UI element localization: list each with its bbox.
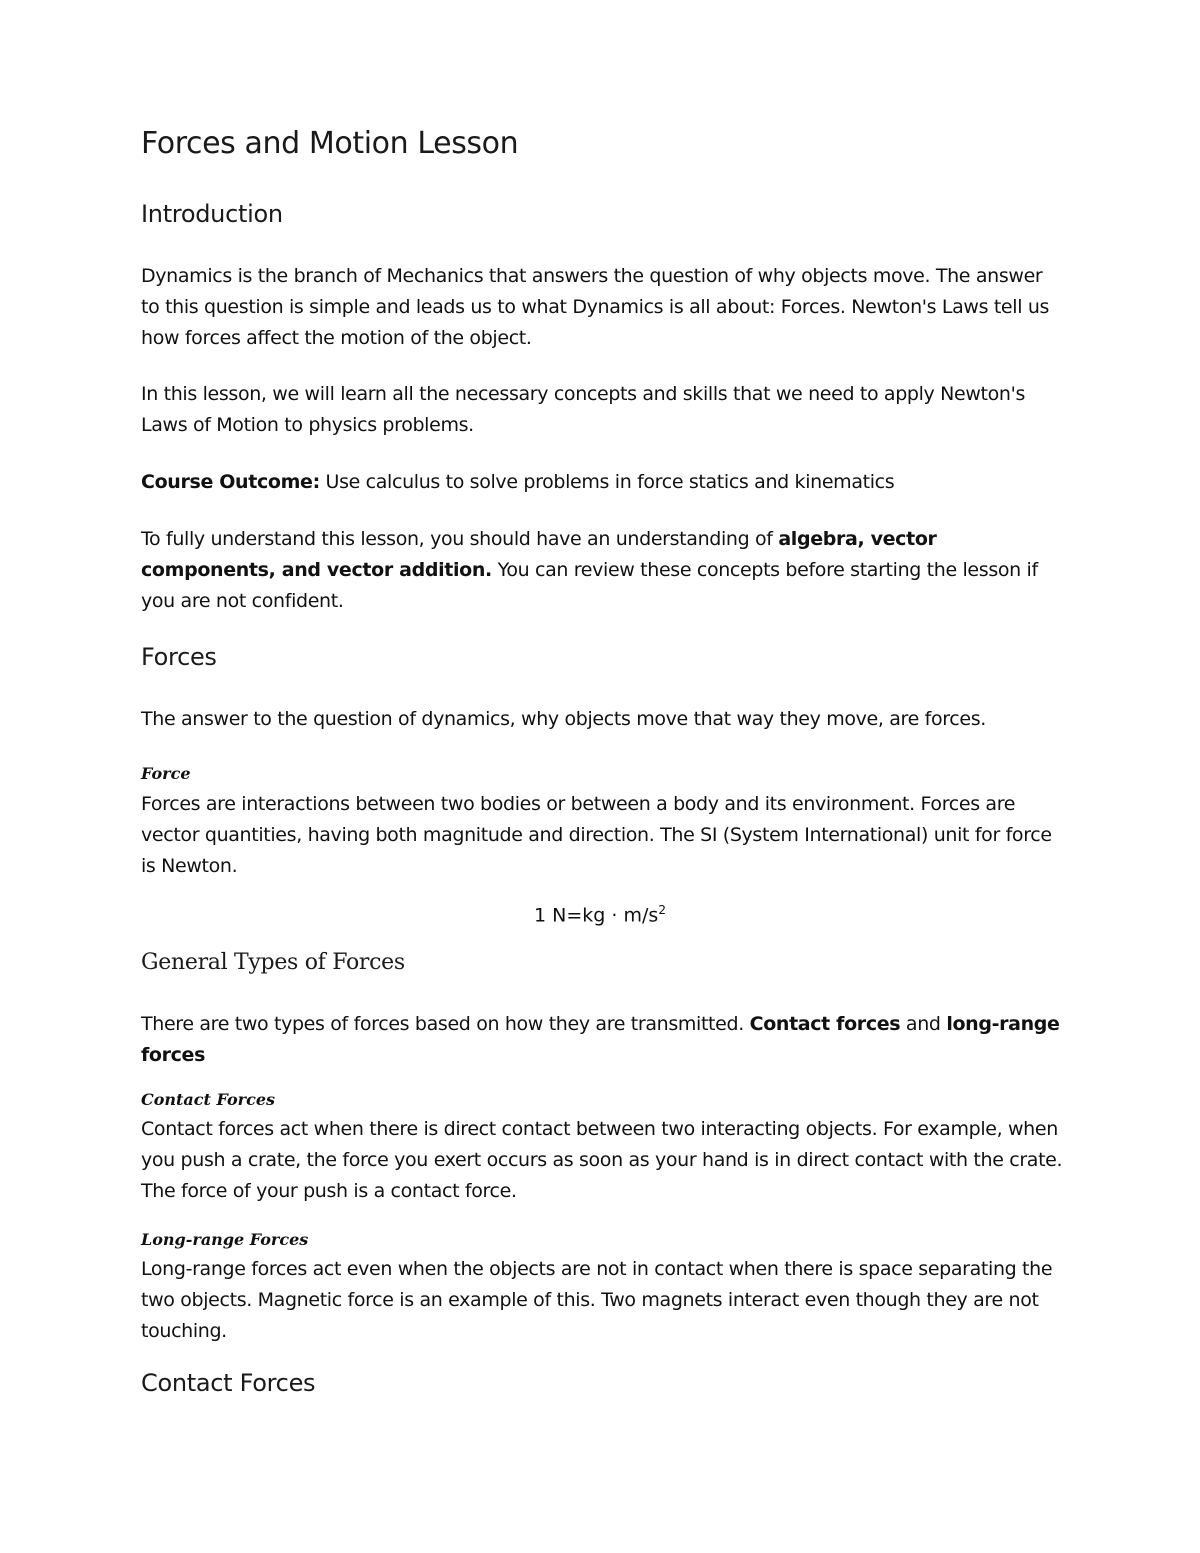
introduction-heading: Introduction: [141, 200, 283, 228]
prerequisite-topics: algebra, vector components, and vector addition.: [141, 528, 937, 581]
forces-intro-paragraph: The answer to the question of dynamics, why objects move that way they move, are forces.: [141, 708, 986, 730]
general-types-heading: General Types of Forces: [141, 950, 405, 975]
force-subheading: Force: [141, 764, 191, 783]
types-text-and: and: [900, 1013, 947, 1035]
page-title: Forces and Motion Lesson: [141, 126, 519, 161]
course-outcome-text: Use calculus to solve problems in force statics and kinematics: [319, 471, 895, 493]
contact-forces-heading: Contact Forces: [141, 1369, 316, 1397]
prerequisite-text-end: You can review these concepts before starting the lesson if you are not confident.: [141, 559, 1038, 612]
contact-forces-subheading: Contact Forces: [141, 1090, 276, 1109]
contact-forces-paragraph: Contact forces act when there is direct contact between two interacting objects. For example, when you push a crate, the force you exert occurs as soon as your hand is in direct contact with the crate. The force of your push is a contact force.: [141, 1118, 1063, 1202]
long-range-forces-paragraph: Long-range forces act even when the objects are not in contact when there is space separating the two objects. Magnetic force is an example of this. Two magnets interact even though they are not touching.: [141, 1258, 1053, 1342]
formula-main: 1 N=kg · m/s: [534, 904, 659, 927]
general-types-intro-paragraph: [141, 1009, 1066, 1071]
course-outcome-paragraph: [141, 467, 1066, 498]
intro-paragraph-1: Dynamics is the branch of Mechanics that answers the question of why objects move. The answer to this question is simple and leads us to what Dynamics is all about: Forces. Newton's Laws tell us how forces affect the motion of the object.: [141, 265, 1050, 349]
types-text-start: There are two types of forces based on how they are transmitted.: [141, 1013, 750, 1035]
prerequisite-paragraph: [141, 524, 1066, 617]
formula-exponent: 2: [658, 903, 666, 917]
course-outcome-label: Course Outcome:: [141, 471, 320, 493]
long-range-forces-subheading: Long-range Forces: [141, 1230, 309, 1249]
force-definition-paragraph: Forces are interactions between two bodies or between a body and its environment. Forces are vector quantities, having both magnitude and direction. The SI (System International) unit for force is Newton.: [141, 793, 1052, 877]
forces-heading: Forces: [141, 643, 217, 671]
intro-paragraph-2: In this lesson, we will learn all the necessary concepts and skills that we need to apply Newton's Laws of Motion to physics problems.: [141, 383, 1026, 436]
newton-unit-formula: [0, 903, 1200, 926]
long-range-forces-term: long-range forces: [141, 1013, 1060, 1066]
prerequisite-text-start: To fully understand this lesson, you should have an understanding of: [141, 528, 779, 550]
contact-forces-term: Contact forces: [749, 1013, 901, 1035]
